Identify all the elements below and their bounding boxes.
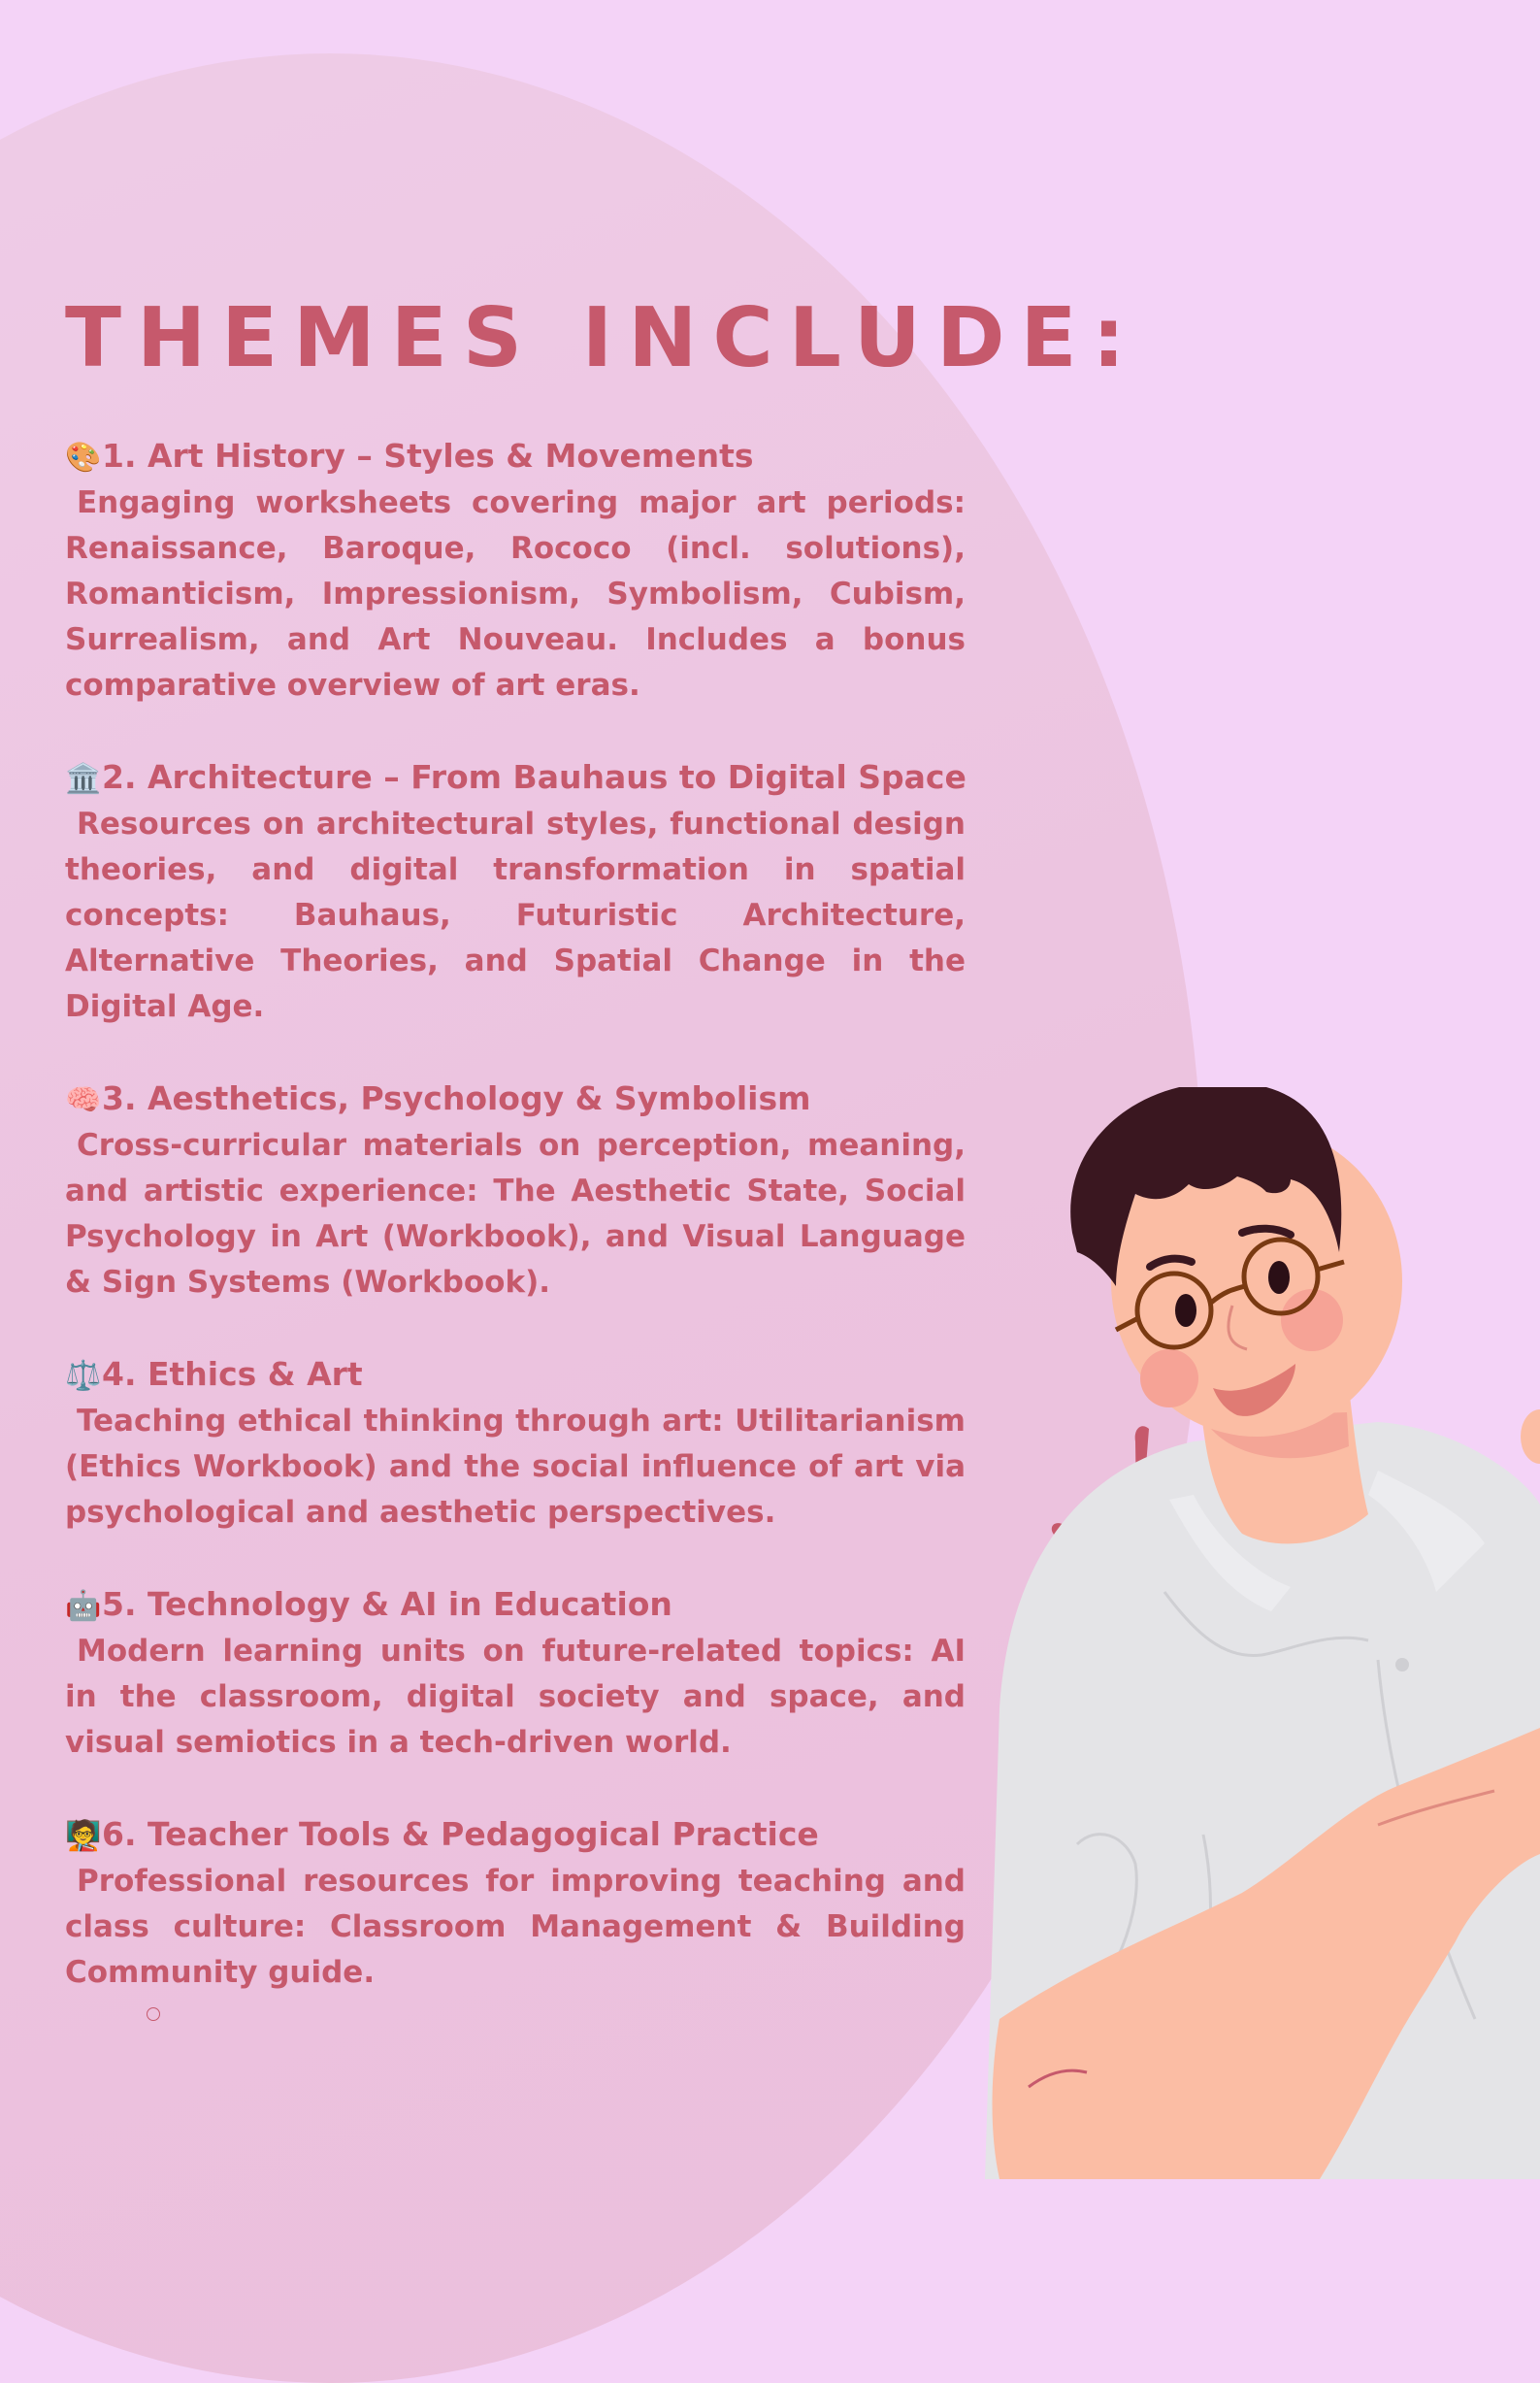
theme-item-teacher-tools	[65, 1811, 966, 1996]
theme-heading	[65, 1351, 966, 1399]
circle-bullet-icon	[147, 2007, 160, 2021]
theme-item-art-history	[65, 433, 966, 709]
theme-heading-text: 6. Teacher Tools & Pedagogical Practice	[102, 1814, 819, 1853]
theme-item-technology	[65, 1581, 966, 1766]
theme-heading-text: 1. Art History – Styles & Movements	[102, 436, 754, 475]
teacher-icon: 🧑‍🏫	[65, 1818, 102, 1853]
theme-heading-text: 5. Technology & AI in Education	[102, 1584, 672, 1623]
balance-scale-icon: ⚖️	[65, 1358, 102, 1393]
pointing-man-illustration	[970, 1087, 1540, 2179]
theme-item-architecture	[65, 754, 966, 1030]
theme-item-ethics	[65, 1351, 966, 1536]
theme-heading	[65, 1581, 966, 1629]
theme-heading-text: 2. Architecture – From Bauhaus to Digital Space	[102, 757, 967, 796]
theme-description: Teaching ethical thinking through art: Utilitarianism (Ethics Workbook) and the social influence of art via psychological and aesthetic perspectives.	[65, 1403, 966, 1530]
theme-description: Engaging worksheets covering major art periods: Renaissance, Baroque, Rococo (incl. solutions), Romanticism, Impressionism, Symbolism, Cubism, Surrealism, and Art Nouveau. Includes a bonus comparative overview of art eras.	[65, 484, 966, 703]
palette-icon: 🎨	[65, 440, 102, 475]
theme-description: Professional resources for improving teaching and class culture: Classroom Management & Building Community guide.	[65, 1863, 966, 1990]
theme-description: Cross-curricular materials on perception, meaning, and artistic experience: The Aesthetic State, Social Psychology in Art (Workbook), and Visual Language & Sign Systems (Workbook).	[65, 1127, 966, 1300]
page-title: THEMES INCLUDE:	[65, 290, 1141, 386]
theme-heading-text: 3. Aesthetics, Psychology & Symbolism	[102, 1078, 811, 1117]
theme-item-aesthetics	[65, 1076, 966, 1306]
robot-icon: 🤖	[65, 1588, 102, 1623]
themes-section	[65, 290, 1141, 2041]
theme-description: Resources on architectural styles, functional design theories, and digital transformation in spatial concepts: Bauhaus, Futuristic Architecture, Alternative Theories, and Spatial Change in the Digital Age.	[65, 806, 966, 1024]
theme-description: Modern learning units on future-related topics: AI in the classroom, digital society and space, and visual semiotics in a tech-driven world.	[65, 1633, 966, 1760]
theme-heading	[65, 433, 966, 480]
theme-heading	[65, 754, 966, 802]
brain-icon: 🧠	[65, 1082, 102, 1117]
classical-building-icon: 🏛️	[65, 761, 102, 796]
theme-heading-text: 4. Ethics & Art	[102, 1354, 363, 1393]
theme-heading	[65, 1076, 966, 1123]
theme-heading	[65, 1811, 966, 1859]
